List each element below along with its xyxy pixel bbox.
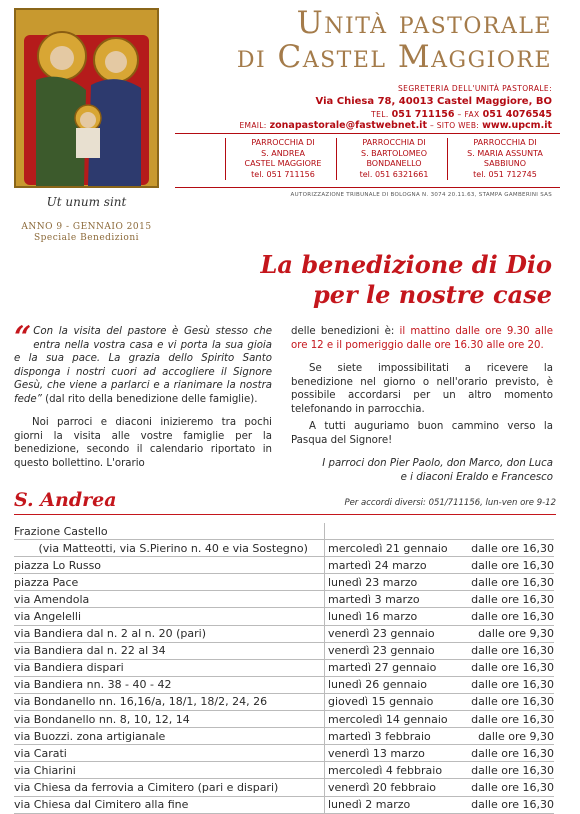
- fax-number: 051 4076545: [482, 109, 552, 120]
- paragraph-greeting: A tutti auguriamo buon cammino verso la Pasqua del Signore!: [291, 421, 553, 446]
- table-row: [14, 676, 554, 693]
- table-row: [14, 796, 554, 813]
- schedule-date: venerdì 23 gennaio: [325, 625, 469, 642]
- masthead-line-1: Unità pastorale: [296, 5, 552, 41]
- parish-san-bartolomeo: [336, 138, 447, 180]
- table-row: [14, 659, 554, 676]
- schedule-street: via Bandiera dal n. 2 al n. 20 (pari): [14, 625, 325, 642]
- schedule-street: via Bondanello nn. 8, 10, 12, 14: [14, 711, 325, 728]
- table-row: [14, 574, 554, 591]
- parish-phone: tel. 051 712745: [473, 169, 537, 179]
- parish-place: CASTEL MAGGIORE: [244, 159, 322, 168]
- parish-label: PARROCCHIA DI: [362, 138, 426, 147]
- email-link[interactable]: zonapastorale@fastwebnet.it: [269, 120, 427, 131]
- table-row: [14, 642, 554, 659]
- header-divider: [175, 133, 560, 134]
- paragraph-alternative: Se siete impossibilitati a ricevere la benedizione nel giorno o nell'orario previsto, è possibile accordarsi per un altro momento telefonando in parrocchia.: [291, 363, 553, 415]
- fax-label: – FAX: [457, 110, 480, 119]
- schedule-date: giovedì 15 gennaio: [325, 693, 469, 710]
- schedule-date: lunedì 23 marzo: [325, 574, 469, 591]
- paragraph-quote: [14, 320, 272, 406]
- schedule-date: martedì 3 marzo: [325, 591, 469, 608]
- schedule-street: via Chiesa da ferrovia a Cimitero (pari e dispari): [14, 779, 325, 796]
- schedule-street: piazza Lo Russo: [14, 557, 325, 574]
- masthead-title: [237, 6, 552, 74]
- schedule-street: via Bandiera nn. 38 - 40 - 42: [14, 676, 325, 693]
- schedule-date: venerdì 20 febbraio: [325, 779, 469, 796]
- schedule-time: dalle ore 16,30: [468, 693, 554, 710]
- hours-detail: il mattino dalle ore 9.30 alle ore 12 e il pomeriggio dalle ore 16.30 alle ore 20.: [291, 326, 553, 351]
- schedule-date: mercoledì 4 febbraio: [325, 762, 469, 779]
- tel-number: 051 711156: [391, 109, 455, 120]
- web-label: – SITO WEB:: [430, 121, 480, 130]
- schedule-date: martedì 27 gennaio: [325, 659, 469, 676]
- table-row: [14, 625, 554, 642]
- secretary-label: SEGRETERIA DELL'UNITÀ PASTORALE:: [398, 84, 552, 93]
- web-link[interactable]: www.upcm.it: [482, 120, 552, 131]
- parish-name: S. ANDREA: [261, 148, 305, 158]
- parish-name: S. MARIA ASSUNTA: [467, 148, 543, 158]
- schedule-time: dalle ore 16,30: [468, 540, 554, 557]
- schedule-street: Frazione Castello: [14, 523, 325, 540]
- schedule-time: dalle ore 16,30: [468, 642, 554, 659]
- parish-phone: tel. 051 6321661: [359, 169, 429, 179]
- hours-lead: delle benedizioni è:: [291, 326, 400, 337]
- schedule-time: dalle ore 16,30: [468, 591, 554, 608]
- parish-label: PARROCCHIA DI: [473, 138, 537, 147]
- schedule-body: [14, 523, 554, 813]
- schedule-street: via Bandiera dispari: [14, 659, 325, 676]
- table-row: [14, 540, 554, 557]
- issue-date: ANNO 9 - GENNAIO 2015: [21, 222, 152, 232]
- parish-santa-maria-assunta: [447, 138, 558, 180]
- parish-place: SABBIUNO: [483, 159, 527, 168]
- signature-line-2: e i diaconi Eraldo e Francesco: [400, 471, 553, 483]
- schedule-street: via Angelelli: [14, 608, 325, 625]
- table-row: [14, 557, 554, 574]
- contacts-line: [240, 120, 552, 131]
- article-column-left: [14, 320, 272, 480]
- parish-label: PARROCCHIA DI: [251, 138, 315, 147]
- article-title: [261, 250, 552, 310]
- paragraph-hours: [291, 325, 553, 352]
- schedule-date: martedì 3 febbraio: [325, 728, 469, 745]
- icon-painting: [16, 10, 157, 186]
- parish-divider: [175, 187, 560, 188]
- article-column-right: [291, 325, 553, 484]
- parish-place: BONDANELLO: [366, 159, 422, 168]
- schedule-street: via Bondanello nn. 16,16/a, 18/1, 18/2, 24, 26: [14, 693, 325, 710]
- schedule-time: dalle ore 16,30: [468, 796, 554, 813]
- schedule-date: mercoledì 14 gennaio: [325, 711, 469, 728]
- article-title-line-1: La benedizione di Dio: [260, 250, 552, 279]
- schedule-time: dalle ore 16,30: [468, 659, 554, 676]
- table-row: [14, 608, 554, 625]
- schedule-table: [14, 523, 554, 814]
- schedule-time: dalle ore 9,30: [468, 728, 554, 745]
- paragraph-intro: Noi parroci e diaconi inizieremo tra pochi giorni la visita alle vostre famiglie per la benedizione, secondo il calendario riportato in questo bollettino. L'orario: [14, 417, 272, 469]
- schedule-time: dalle ore 16,30: [468, 574, 554, 591]
- signature-line-1: I parroci don Pier Paolo, don Marco, don Luca: [322, 458, 553, 469]
- schedule-date: lunedì 26 gennaio: [325, 676, 469, 693]
- parish-sant-andrea: [225, 138, 336, 180]
- issue-info: [14, 222, 159, 244]
- schedule-street: via Amendola: [14, 591, 325, 608]
- schedule-date: martedì 24 marzo: [325, 557, 469, 574]
- parish-phone: tel. 051 711156: [251, 169, 315, 179]
- schedule-time: dalle ore 16,30: [468, 608, 554, 625]
- schedule-time: dalle ore 16,30: [468, 711, 554, 728]
- quote-mark-icon: “: [14, 320, 32, 355]
- schedule-street: via Chiarini: [14, 762, 325, 779]
- authorization-note: AUTORIZZAZIONE TRIBUNALE DI BOLOGNA N. 3074 20.11.63, STAMPA GAMBERINI SAS: [290, 192, 552, 198]
- parish-name: S. BARTOLOMEO: [360, 148, 427, 158]
- table-row: [14, 762, 554, 779]
- table-row: [14, 693, 554, 710]
- tel-label: TEL.: [371, 110, 389, 119]
- masthead-line-2: di Castel Maggiore: [236, 39, 552, 75]
- schedule-date: [325, 523, 469, 540]
- schedule-street: via Buozzi. zona artigianale: [14, 728, 325, 745]
- schedule-time: [468, 523, 554, 540]
- issue-title: Speciale Benedizioni: [33, 233, 140, 243]
- schedule-date: lunedì 16 marzo: [325, 608, 469, 625]
- table-row: [14, 728, 554, 745]
- holy-family-icon: [14, 8, 159, 188]
- schedule-time: dalle ore 16,30: [468, 762, 554, 779]
- schedule-street: piazza Pace: [14, 574, 325, 591]
- schedule-street: via Chiesa dal Cimitero alla fine: [14, 796, 325, 813]
- table-row: [14, 711, 554, 728]
- schedule-street: (via Matteotti, via S.Pierino n. 40 e via Sostegno): [14, 540, 325, 557]
- schedule-time: dalle ore 16,30: [468, 745, 554, 762]
- schedule-time: dalle ore 16,30: [468, 676, 554, 693]
- article-title-line-2: per le nostre case: [312, 280, 552, 309]
- parish-list: [225, 138, 558, 180]
- section-title: S. Andrea: [14, 489, 117, 511]
- schedule-date: venerdì 23 gennaio: [325, 642, 469, 659]
- schedule-time: dalle ore 16,30: [468, 779, 554, 796]
- schedule-date: mercoledì 21 gennaio: [325, 540, 469, 557]
- schedule-date: lunedì 2 marzo: [325, 796, 469, 813]
- section-divider: [14, 514, 556, 515]
- email-label: EMAIL:: [239, 121, 267, 130]
- schedule-street: via Bandiera dal n. 22 al 34: [14, 642, 325, 659]
- table-row: [14, 779, 554, 796]
- quote-source: (dal rito della benedizione delle famiglie).: [41, 393, 258, 405]
- address: Via Chiesa 78, 40013 Castel Maggiore, BO: [315, 96, 552, 107]
- table-row: [14, 745, 554, 762]
- section-contact-note: Per accordi diversi: 051/711156, lun-ven ore 9-12: [344, 498, 556, 508]
- schedule-date: venerdì 13 marzo: [325, 745, 469, 762]
- schedule-street: via Carati: [14, 745, 325, 762]
- secretary-block: [316, 82, 552, 121]
- table-row: [14, 591, 554, 608]
- schedule-time: dalle ore 16,30: [468, 557, 554, 574]
- quote-text: Con la visita del pastore è Gesù stesso che entra nella vostra casa e vi porta la sua gioia e la sua pace. La grazia dello Spirito Santo disponga i nostri cuori ad accogliere il Signore Gesù, che viene a parlarci e a rianimare la nostra fede”: [14, 326, 272, 405]
- table-row: [14, 523, 554, 540]
- schedule-time: dalle ore 9,30: [468, 625, 554, 642]
- motto: Ut unum sint: [46, 195, 127, 209]
